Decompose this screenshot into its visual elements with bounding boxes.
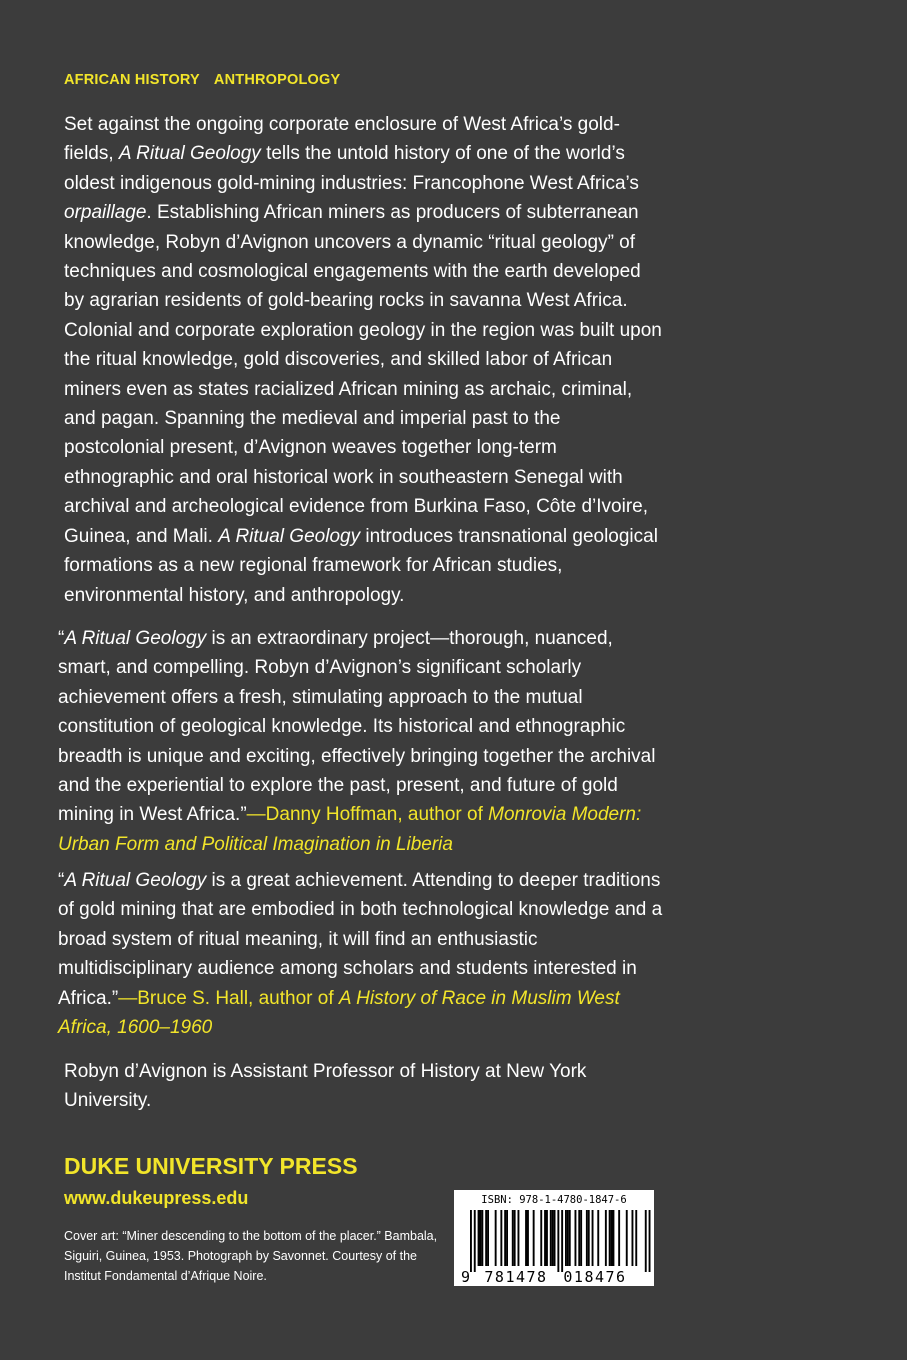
quote-mark: “ xyxy=(58,870,65,891)
subject-categories xyxy=(64,72,340,88)
endorsement-attribution: —Danny Hoffman, author of xyxy=(246,804,489,826)
barcode-bar xyxy=(512,1210,514,1266)
publisher-name: DUKE UNIVERSITY PRESS xyxy=(64,1153,358,1179)
barcode-bar xyxy=(597,1210,599,1266)
barcode-bar xyxy=(611,1210,613,1266)
barcode-bar xyxy=(632,1210,634,1266)
barcode-bar xyxy=(506,1210,508,1266)
barcode-bar xyxy=(481,1210,483,1266)
barcode-bar xyxy=(487,1210,489,1266)
barcode-bar xyxy=(525,1210,527,1266)
barcode-bar xyxy=(518,1210,520,1266)
barcode-bar xyxy=(613,1210,615,1266)
barcode-digit-first: 9 xyxy=(461,1268,471,1286)
barcode-bar xyxy=(588,1210,590,1266)
barcode-bar xyxy=(540,1210,542,1266)
book-title-italic: A Ritual Geology xyxy=(64,870,207,891)
barcode-bar xyxy=(575,1210,577,1266)
barcode-bar xyxy=(474,1210,476,1272)
quote-mark: “ xyxy=(58,628,65,649)
description-text-3: . Establishing African miners as producers of subterranean knowledge, Robyn d’Avignon uncovers a dynamic “ritual geology” of techniques and cosmological engagements with the earth developed by agrarian residents of gold-bearing rocks in savanna West Africa. Colonial and corporate exploration geology in the region was built upon the ritual knowledge, gold discoveries, and skilled labor of African miners even as states racialized African mining as archaic, criminal, and pagan. Spanning the medieval and imperial past to the postcolonial present, d’Avignon weaves together long-term ethnographic and oral historical work in southeastern Senegal with archival and archeological evidence from Burkina Faso, Côte d’Ivoire, Guinea, and Mali. xyxy=(64,202,662,547)
description-text-2: tells the untold history of one of the world’s oldest indigenous gold-mining industries: Francophone West Africa’s xyxy=(64,143,639,194)
barcode-bar xyxy=(546,1210,548,1266)
endorser-work-title: Monrovia Modern: Urban Form and Political Imagination in Liberia xyxy=(58,804,642,855)
description-text-1: Set against the ongoing corporate enclosure of West Africa’s gold-fields, xyxy=(64,114,620,165)
barcode-bar xyxy=(565,1210,567,1266)
endorsement-text: is an extraordinary project—thorough, nuanced, smart, and compelling. Robyn d’Avignon’s significant scholarly achievement offers a fresh, stimulating approach to the mutual constitution of geological knowledge. Its historical and ethnographic breadth is unique and exciting, effectively bringing together the archival and the experiential to explore the past, present, and future of gold mining in West Africa.” xyxy=(58,628,656,826)
barcode-bar xyxy=(609,1210,611,1266)
barcode-bar xyxy=(561,1210,563,1272)
endorsement-hoffman xyxy=(58,624,664,859)
barcode-bar xyxy=(557,1210,559,1272)
barcode-bar xyxy=(552,1210,554,1266)
description-text-4: introduces transnational geological formations as a new regional framework for African studies, environmental history, and anthropology. xyxy=(64,525,658,606)
author-bio: Robyn d’Avignon is Assistant Professor of History at New York University. xyxy=(64,1061,587,1112)
barcode-bar xyxy=(567,1210,569,1266)
isbn-barcode xyxy=(454,1190,654,1286)
publisher-website: www.dukeupress.edu xyxy=(64,1188,249,1208)
isbn-label: ISBN: 978-1-4780-1847-6 xyxy=(481,1194,627,1206)
barcode-digits-right: 018476 xyxy=(563,1268,627,1286)
category-african-history: AFRICAN HISTORY xyxy=(64,72,200,88)
barcode-bar xyxy=(580,1210,582,1266)
barcode-bar xyxy=(635,1210,637,1266)
book-description xyxy=(64,110,664,610)
endorsement-text: is a great achievement. Attending to deeper traditions of gold mining that are embodied in both technological knowledge and a broad system of ritual meaning, it will find an enthusiastic multidisciplinary audience among scholars and students interested in Africa.” xyxy=(58,870,663,1009)
barcode-bar xyxy=(554,1210,556,1266)
barcode-bar xyxy=(478,1210,480,1266)
barcode-bar xyxy=(544,1210,546,1266)
barcode-bar xyxy=(569,1210,571,1266)
barcode-bar xyxy=(586,1210,588,1266)
book-title-italic: A Ritual Geology xyxy=(218,525,361,547)
barcode-bar xyxy=(605,1210,607,1266)
barcode-bar xyxy=(495,1210,497,1266)
barcode-bar xyxy=(645,1210,647,1272)
barcode-bar xyxy=(504,1210,506,1266)
barcode-bar xyxy=(514,1210,516,1266)
book-title-italic: A Ritual Geology xyxy=(118,143,261,165)
barcode-bar xyxy=(550,1210,552,1266)
barcode-bar xyxy=(500,1210,502,1266)
barcode-bar xyxy=(470,1210,472,1272)
barcode-bar xyxy=(527,1210,529,1266)
barcode-digits-left: 781478 xyxy=(484,1268,548,1286)
term-orpaillage: orpaillage xyxy=(64,202,147,224)
barcode-bar xyxy=(480,1210,482,1266)
barcode-bar xyxy=(626,1210,628,1266)
endorsement-hall xyxy=(58,866,664,1042)
endorsement-attribution: —Bruce S. Hall, author of xyxy=(118,987,339,1009)
endorser-work-title: A History of Race in Muslim West Africa, 1600–1960 xyxy=(58,987,620,1039)
barcode-bar xyxy=(485,1210,487,1266)
category-anthropology: ANTHROPOLOGY xyxy=(213,72,341,88)
barcode-bar-group xyxy=(470,1210,651,1272)
cover-art-credit: Cover art: “Miner descending to the bottom of the placer.” Bambala, Siguiri, Guinea, 1953. Photograph by Savonnet. Courtesy of the Institut Fondamental d’Afrique Noire. xyxy=(64,1229,438,1283)
barcode-bar xyxy=(649,1210,651,1272)
barcode-bar xyxy=(533,1210,535,1266)
barcode-bar xyxy=(578,1210,580,1266)
barcode-bar xyxy=(592,1210,594,1266)
barcode-bar xyxy=(618,1210,620,1266)
barcode-bars xyxy=(454,1208,654,1286)
book-title-italic: A Ritual Geology xyxy=(64,628,207,649)
